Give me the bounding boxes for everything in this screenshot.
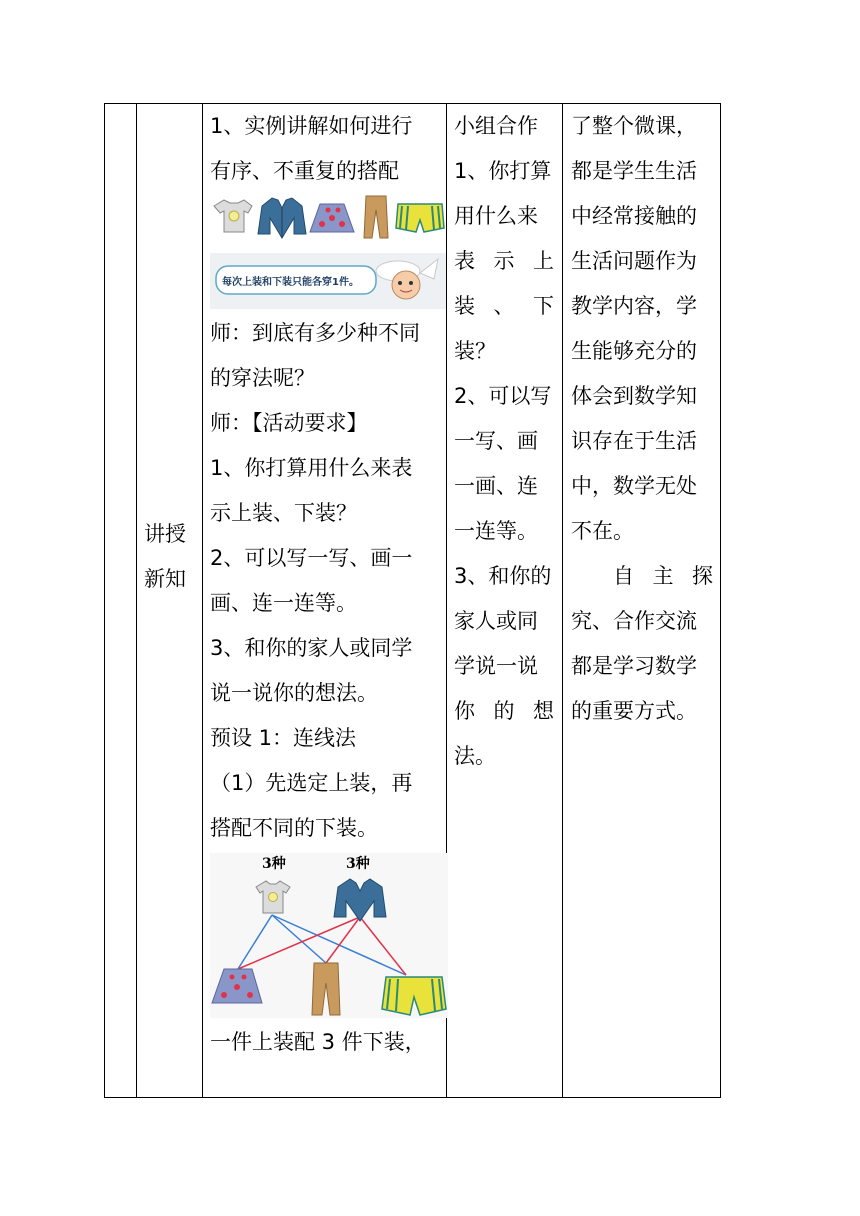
student-line: 一画、连 xyxy=(454,474,538,498)
intent-line: 了整个微课， xyxy=(571,114,697,138)
student-line: 装、下 xyxy=(454,294,554,318)
activity-line: 2、可以写一写、画一 xyxy=(210,546,413,570)
intent-line: 都是学习数学 xyxy=(571,654,697,678)
section-title-cell xyxy=(137,512,203,602)
activity-line: 3、和你的家人或同学 xyxy=(210,636,413,660)
student-activity-cell xyxy=(447,104,569,1097)
intent-line: 中经常接触的 xyxy=(571,204,697,228)
student-line: 2、可以写 xyxy=(454,384,552,408)
section-title-line-2: 新知 xyxy=(144,567,186,591)
intent-line: 生能够充分的 xyxy=(571,339,697,363)
intent-line: 体会到数学知 xyxy=(571,384,697,408)
activity-line: （1）先选定上装，再 xyxy=(210,771,413,795)
activity-line: 搭配不同的下装。 xyxy=(210,816,378,840)
student-line: 学说一说 xyxy=(454,654,538,678)
floral-skirt-icon xyxy=(310,204,354,232)
section-title-line-1: 讲授 xyxy=(144,522,186,546)
clothes-row xyxy=(210,194,454,243)
intent-line: 的重要方式。 xyxy=(571,699,697,723)
student-line: 家人或同 xyxy=(454,609,538,633)
intent-line: 都是学生生活 xyxy=(571,159,697,183)
design-intent-cell xyxy=(562,104,730,1097)
diagram-count-label: 3种 xyxy=(346,856,370,872)
student-line: 1、你打算 xyxy=(454,159,552,183)
t-shirt-icon xyxy=(214,200,252,232)
student-line: 你的想 xyxy=(454,699,554,723)
intent-line: 生活问题作为 xyxy=(571,249,697,273)
activity-line: 画、连一连等。 xyxy=(210,591,357,615)
activity-line: 预设 1：连线法 xyxy=(210,726,357,750)
rule-banner-text: 每次上装和下装只能各穿1件。 xyxy=(222,277,359,288)
student-line: 用什么来 xyxy=(454,204,538,228)
activity-line: 有序、不重复的搭配 xyxy=(210,159,399,183)
student-line: 装？ xyxy=(454,339,496,363)
activity-line: 1、实例讲解如何进行 xyxy=(210,114,413,138)
activity-line: 师：到底有多少种不同 xyxy=(210,321,420,345)
rule-banner xyxy=(210,249,454,311)
activity-line: 1、你打算用什么来表 xyxy=(210,456,413,480)
table-border-left xyxy=(104,104,105,1097)
khaki-pants-icon xyxy=(364,196,388,238)
student-line: 一连等。 xyxy=(454,519,538,543)
striped-shorts-icon xyxy=(396,204,444,232)
intent-line: 究、合作交流 xyxy=(571,609,697,633)
teacher-activity-cell xyxy=(203,104,454,1097)
blue-jacket-icon xyxy=(258,198,306,238)
student-line: 3、和你的 xyxy=(454,564,552,588)
diagram-count-label: 3种 xyxy=(262,856,286,872)
student-line: 一写、画 xyxy=(454,429,538,453)
matching-diagram xyxy=(210,853,448,1018)
intent-line: 中，数学无处 xyxy=(571,474,697,498)
intent-line: 教学内容，学 xyxy=(571,294,697,318)
student-line: 表示上 xyxy=(454,249,554,273)
student-line: 小组合作 xyxy=(454,114,538,138)
activity-line: 一件上装配 3 件下装， xyxy=(210,1030,426,1054)
student-line: 法。 xyxy=(454,744,496,768)
lesson-table xyxy=(104,103,721,1098)
activity-line: 的穿法呢？ xyxy=(210,366,315,390)
activity-line: 师：【活动要求】 xyxy=(210,411,368,435)
intent-line: 自主探 xyxy=(613,564,713,588)
intent-line: 不在。 xyxy=(571,519,634,543)
intent-line: 识存在于生活 xyxy=(571,429,697,453)
activity-line: 说一说你的想法。 xyxy=(210,681,378,705)
activity-line: 示上装、下装？ xyxy=(210,501,357,525)
